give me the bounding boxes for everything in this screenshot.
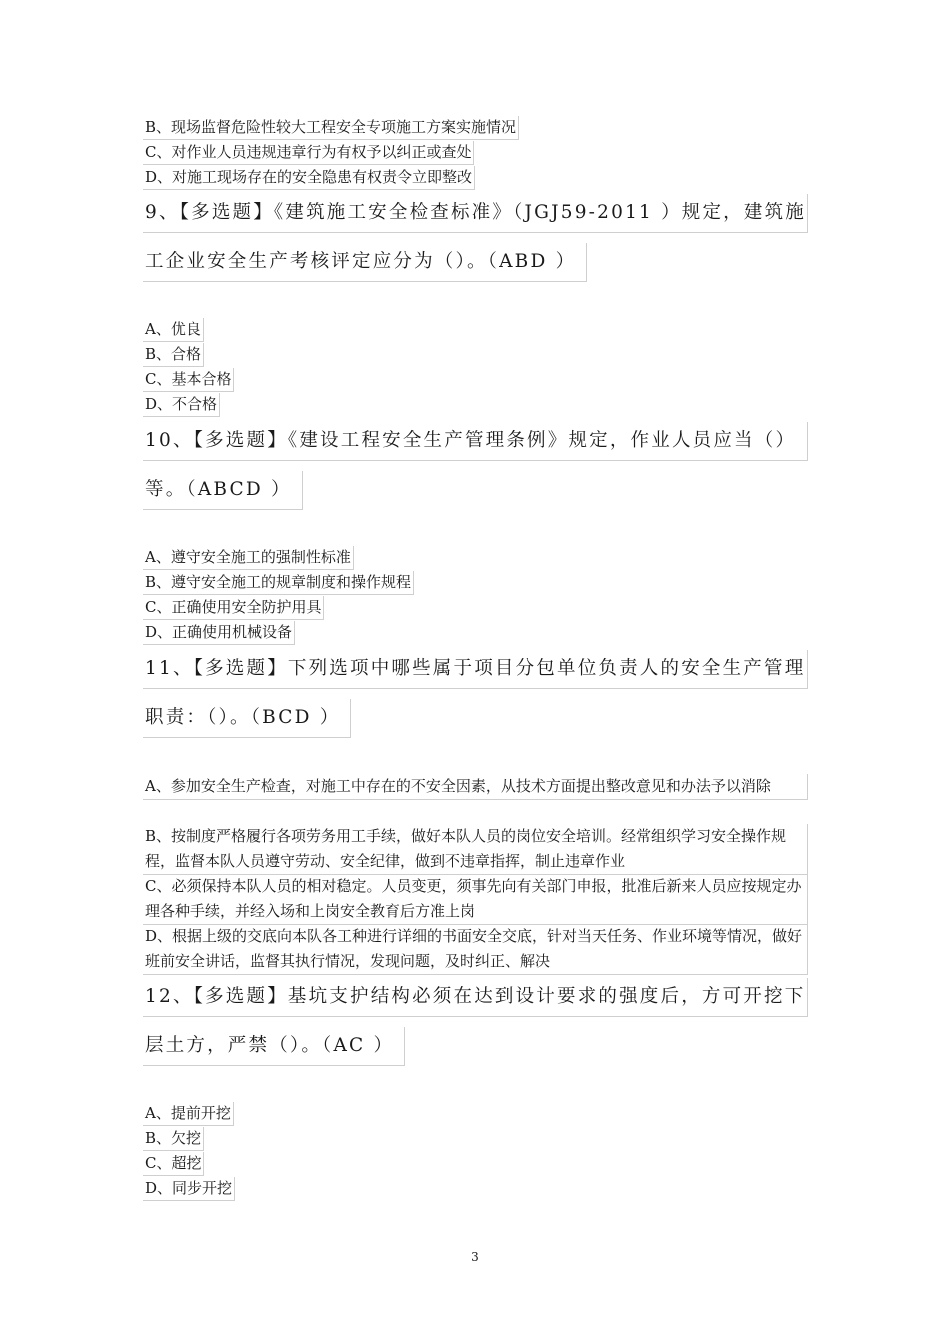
option-item: A、遵守安全施工的强制性标准	[143, 546, 354, 570]
option-item: D、对施工现场存在的安全隐患有权责令立即整改	[143, 166, 475, 190]
option-item: B、欠挖	[143, 1127, 204, 1151]
option-item: D、正确使用机械设备	[143, 621, 295, 645]
option-item: D、根据上级的交底向本队各工种进行详细的书面安全交底，针对当天任务、作业环境等情况，做好班前安全讲话，监督其执行情况，发现问题，及时纠正、解决	[143, 924, 808, 975]
question-9-line2: 工企业安全生产考核评定应分为（）。（ABD ）	[143, 243, 587, 282]
option-item: C、对作业人员违规违章行为有权予以纠正或查处	[143, 141, 474, 165]
option-item: B、按制度严格履行各项劳务用工手续，做好本队人员的岗位安全培训。经常组织学习安全操作规程，监督本队人员遵守劳动、安全纪律，做到不违章指挥，制止违章作业	[143, 824, 808, 875]
option-item: A、参加安全生产检查，对施工中存在的不安全因素，从技术方面提出整改意见和办法予以消除	[143, 774, 808, 800]
question-11-line1: 11、【多选题】下列选项中哪些属于项目分包单位负责人的安全生产管理	[143, 650, 808, 689]
option-item: C、超挖	[143, 1152, 204, 1176]
page-number: 3	[471, 1250, 479, 1264]
question-10-line1: 10、【多选题】《建设工程安全生产管理条例》规定，作业人员应当（）	[143, 422, 808, 461]
option-item: D、同步开挖	[143, 1177, 235, 1201]
option-item: D、不合格	[143, 393, 220, 417]
option-item: C、正确使用安全防护用具	[143, 596, 324, 620]
question-12-line1: 12、【多选题】基坑支护结构必须在达到设计要求的强度后，方可开挖下	[143, 978, 808, 1017]
option-item: C、必须保持本队人员的相对稳定。人员变更，须事先向有关部门申报，批准后新来人员应按规定办理各种手续，并经入场和上岗安全教育后方准上岗	[143, 874, 808, 925]
option-item: B、遵守安全施工的规章制度和操作规程	[143, 571, 414, 595]
option-item: B、现场监督危险性较大工程安全专项施工方案实施情况	[143, 116, 519, 140]
question-11-line2: 职责：（）。（BCD ）	[143, 699, 351, 738]
option-item: A、优良	[143, 318, 204, 342]
question-10-line2: 等。（ABCD ）	[143, 471, 303, 510]
option-item: A、提前开挖	[143, 1102, 234, 1126]
option-item: C、基本合格	[143, 368, 234, 392]
option-item: B、合格	[143, 343, 204, 367]
question-9-line1: 9、【多选题】《建筑施工安全检查标准》（JGJ59-2011 ）规定，建筑施	[143, 194, 808, 233]
question-12-line2: 层土方，严禁（）。（AC ）	[143, 1027, 405, 1066]
